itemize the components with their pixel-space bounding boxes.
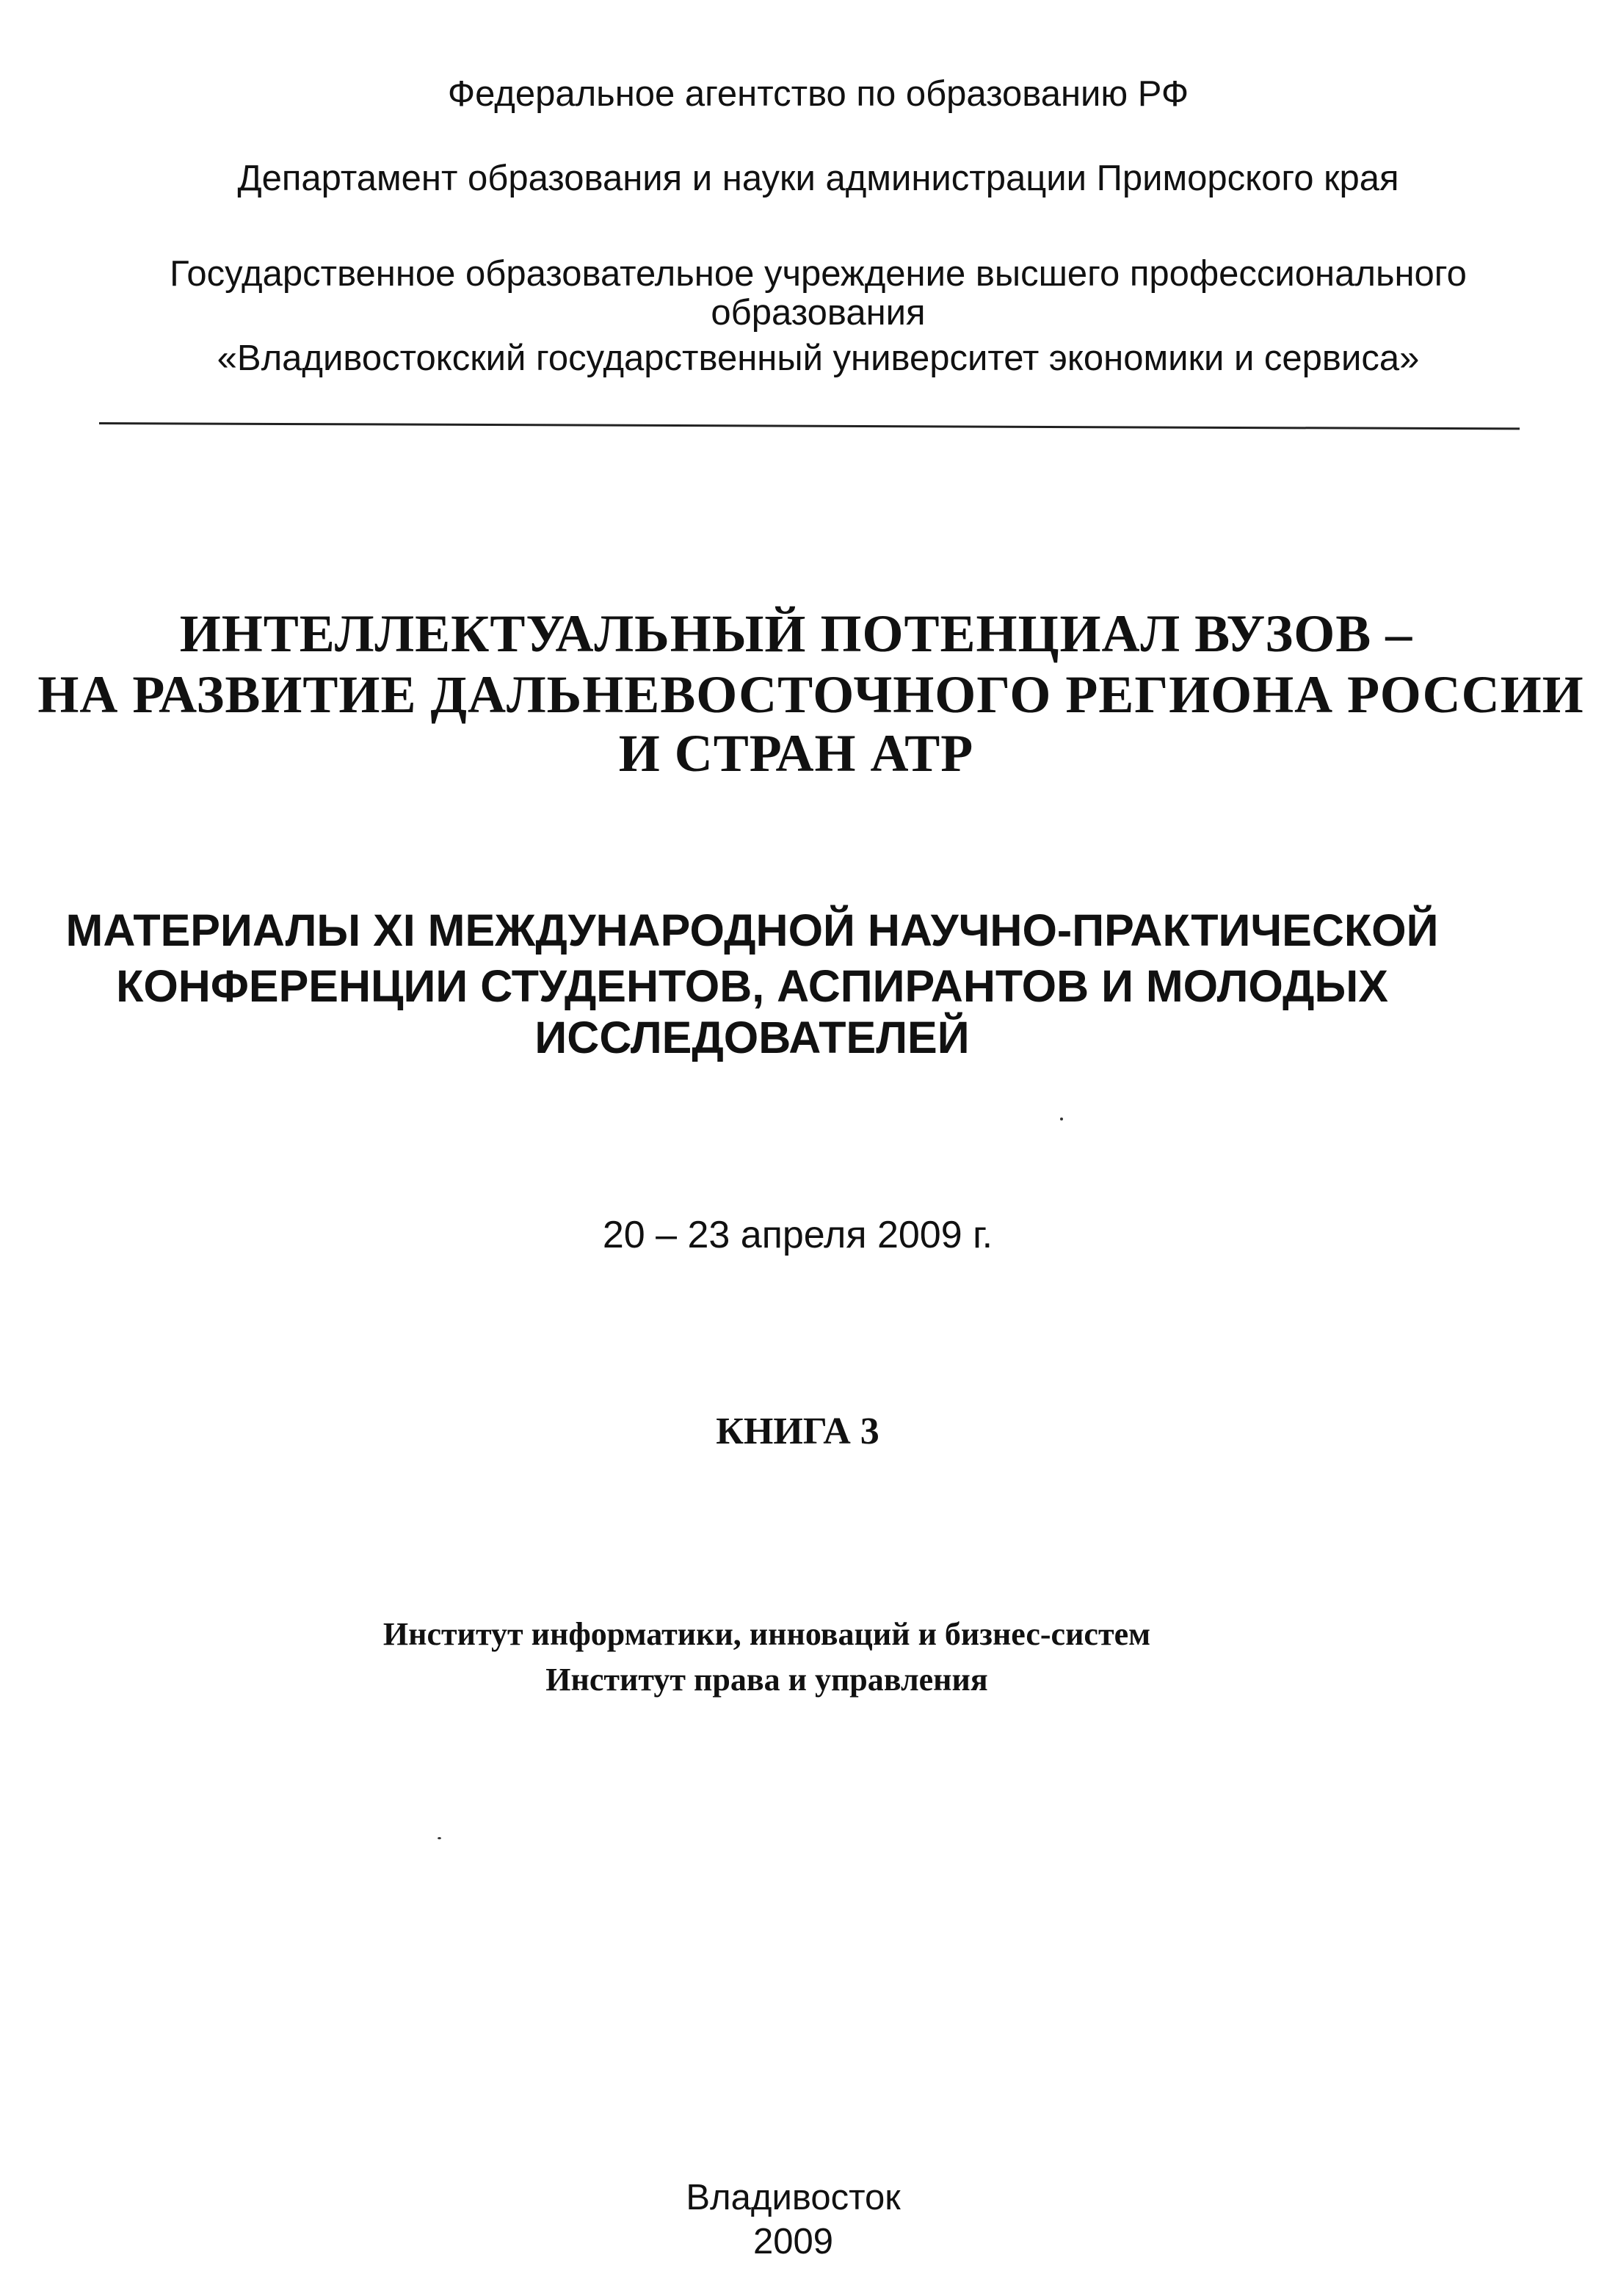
main-title-line-3: И СТРАН АТР [618,724,974,783]
book-number: КНИГА 3 [716,1410,879,1452]
institute-line-2: Институт права и управления [545,1662,988,1698]
subtitle-line-1: МАТЕРИАЛЫ XI МЕЖДУНАРОДНОЙ НАУЧНО-ПРАКТИЧЕСКОЙ [65,905,1439,955]
main-title-line-1: ИНТЕЛЛЕКТУАЛЬНЫЙ ПОТЕНЦИАЛ ВУЗОВ – [179,604,1413,663]
agency-line: Федеральное агентство по образованию РФ [447,74,1189,114]
imprint-year: 2009 [752,2222,833,2261]
conference-dates: 20 – 23 апреля 2009 г. [602,1214,993,1256]
header-divider [99,422,1520,430]
scan-speck [438,1837,441,1839]
university-line: «Владивостокский государственный университет экономики и сервиса» [217,338,1420,378]
scan-speck [1060,1118,1063,1120]
institution-line-2: образования [711,293,926,333]
imprint-city: Владивосток [686,2178,901,2217]
institute-line-1: Институт информатики, инноваций и бизнес-систем [382,1616,1151,1652]
main-title-line-2: НА РАЗВИТИЕ ДАЛЬНЕВОСТОЧНОГО РЕГИОНА РОССИИ [37,665,1584,724]
subtitle-line-3: ИССЛЕДОВАТЕЛЕЙ [534,1013,970,1062]
institution-line-1: Государственное образовательное учреждение высшего профессионального [170,254,1467,294]
subtitle-line-2: КОНФЕРЕНЦИИ СТУДЕНТОВ, АСПИРАНТОВ И МОЛОДЫХ [116,961,1388,1011]
department-line: Департамент образования и науки администрации Приморского края [237,159,1399,198]
